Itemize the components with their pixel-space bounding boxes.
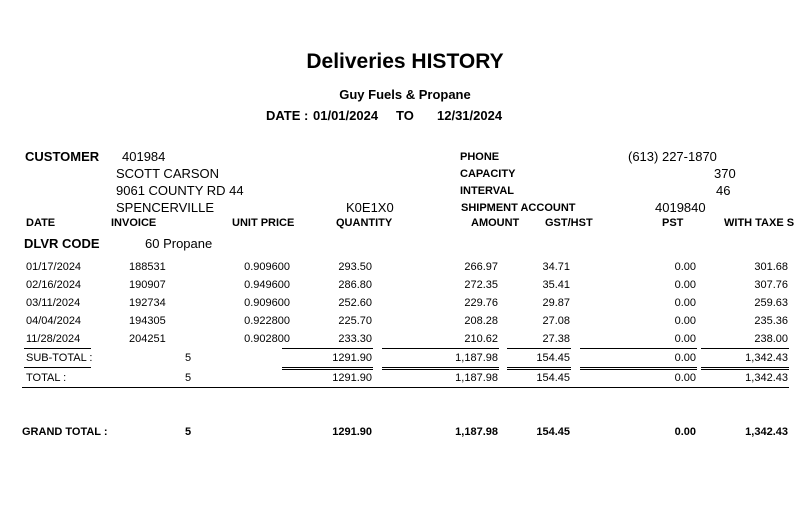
row-amount: 266.97 [464, 261, 498, 273]
interval-value: 46 [716, 183, 731, 198]
dlvr-code-value: 60 Propane [145, 236, 213, 251]
rule-line [24, 348, 91, 349]
total-label: TOTAL : [26, 372, 67, 384]
rule-line [282, 367, 373, 368]
total-underline [22, 387, 789, 388]
row-unit-price: 0.909600 [244, 297, 290, 309]
rule-line [701, 348, 789, 349]
rule-line [507, 367, 571, 368]
customer-postal: K0E1X0 [346, 200, 394, 215]
rule-line [580, 348, 697, 349]
row-with-taxes: 301.68 [754, 261, 788, 273]
rule-line [701, 369, 789, 370]
total-with-taxes: 1,342.43 [745, 372, 788, 384]
row-date: 02/16/2024 [26, 279, 82, 291]
row-invoice: 194305 [129, 315, 166, 327]
interval-label: INTERVAL [460, 185, 514, 197]
row-date: 04/04/2024 [26, 315, 82, 327]
row-quantity: 225.70 [338, 315, 372, 327]
customer-city: SPENCERVILLE [116, 200, 215, 215]
subtotal-quantity: 1291.90 [332, 352, 372, 364]
rule-line [382, 348, 499, 349]
grand-total-count: 5 [185, 426, 192, 438]
col-date: DATE [26, 217, 56, 229]
row-gst: 29.87 [542, 297, 570, 309]
grand-total-label: GRAND TOTAL : [22, 426, 108, 438]
grand-total-gst: 154.45 [536, 426, 570, 438]
row-with-taxes: 235.36 [754, 315, 788, 327]
total-count: 5 [185, 372, 192, 384]
col-invoice: INVOICE [111, 217, 157, 229]
row-date: 01/17/2024 [26, 261, 82, 273]
row-invoice: 192734 [129, 297, 166, 309]
row-gst: 34.71 [542, 261, 570, 273]
date-to: 12/31/2024 [437, 108, 503, 123]
row-amount: 272.35 [464, 279, 498, 291]
rule-line [507, 369, 571, 370]
col-with-taxes: WITH TAXE S [724, 217, 795, 229]
to-label: TO [396, 108, 414, 123]
total-quantity: 1291.90 [332, 372, 372, 384]
rule-line [282, 369, 373, 370]
grand-total-pst: 0.00 [674, 426, 696, 438]
row-quantity: 233.30 [338, 333, 372, 345]
grand-total-quantity: 1291.90 [332, 426, 372, 438]
shipment-account-value: 4019840 [655, 200, 706, 215]
company-name: Guy Fuels & Propane [339, 87, 471, 102]
row-unit-price: 0.909600 [244, 261, 290, 273]
row-unit-price: 0.922800 [244, 315, 290, 327]
rule-line [382, 369, 499, 370]
row-gst: 27.38 [542, 333, 570, 345]
row-unit-price: 0.902800 [244, 333, 290, 345]
rule-line [282, 348, 373, 349]
col-gst: GST/HST [545, 217, 593, 229]
subtotal-label: SUB-TOTAL : [26, 352, 93, 364]
row-pst: 0.00 [674, 315, 696, 327]
customer-label: CUSTOMER [25, 149, 100, 164]
row-pst: 0.00 [674, 297, 696, 309]
row-with-taxes: 259.63 [754, 297, 788, 309]
dlvr-code-label: DLVR CODE [24, 236, 100, 251]
row-quantity: 252.60 [338, 297, 372, 309]
date-from: 01/01/2024 [313, 108, 379, 123]
row-with-taxes: 238.00 [754, 333, 788, 345]
row-date: 11/28/2024 [26, 333, 81, 345]
row-gst: 35.41 [542, 279, 570, 291]
row-pst: 0.00 [674, 279, 696, 291]
total-pst: 0.00 [674, 372, 696, 384]
date-label: DATE : [266, 108, 309, 123]
row-amount: 210.62 [464, 333, 498, 345]
grand-total-amount: 1,187.98 [455, 426, 498, 438]
customer-name: SCOTT CARSON [116, 166, 220, 181]
row-invoice: 204251 [129, 333, 166, 345]
row-with-taxes: 307.76 [754, 279, 788, 291]
row-unit-price: 0.949600 [244, 279, 290, 291]
col-pst: PST [662, 217, 684, 229]
row-invoice: 188531 [129, 261, 166, 273]
rule-line [24, 367, 91, 368]
rule-line [580, 369, 697, 370]
col-quantity: QUANTITY [336, 217, 393, 229]
customer-number: 401984 [122, 149, 166, 164]
row-amount: 208.28 [464, 315, 498, 327]
rule-line [382, 367, 499, 368]
shipment-account-label: SHIPMENT ACCOUNT [461, 202, 576, 214]
capacity-value: 370 [714, 166, 736, 181]
rule-line [580, 367, 697, 368]
row-invoice: 190907 [129, 279, 166, 291]
col-unit-price: UNIT PRICE [232, 217, 295, 229]
rule-line [507, 348, 571, 349]
total-gst: 154.45 [536, 372, 570, 384]
col-amount: AMOUNT [471, 217, 520, 229]
row-amount: 229.76 [464, 297, 498, 309]
phone-value: (613) 227-1870 [628, 149, 717, 164]
customer-address: 9061 COUNTY RD 44 [116, 183, 244, 198]
subtotal-with-taxes: 1,342.43 [745, 352, 788, 364]
row-gst: 27.08 [542, 315, 570, 327]
rule-line [701, 367, 789, 368]
grand-total-with-taxes: 1,342.43 [745, 426, 788, 438]
row-quantity: 286.80 [338, 279, 372, 291]
capacity-label: CAPACITY [460, 168, 516, 180]
row-date: 03/11/2024 [26, 297, 81, 309]
row-quantity: 293.50 [338, 261, 372, 273]
subtotal-pst: 0.00 [674, 352, 696, 364]
total-amount: 1,187.98 [455, 372, 498, 384]
report-title: Deliveries HISTORY [306, 50, 504, 73]
subtotal-gst: 154.45 [536, 352, 570, 364]
row-pst: 0.00 [674, 261, 696, 273]
row-pst: 0.00 [674, 333, 696, 345]
phone-label: PHONE [460, 151, 500, 163]
subtotal-count: 5 [185, 352, 192, 364]
subtotal-amount: 1,187.98 [455, 352, 498, 364]
